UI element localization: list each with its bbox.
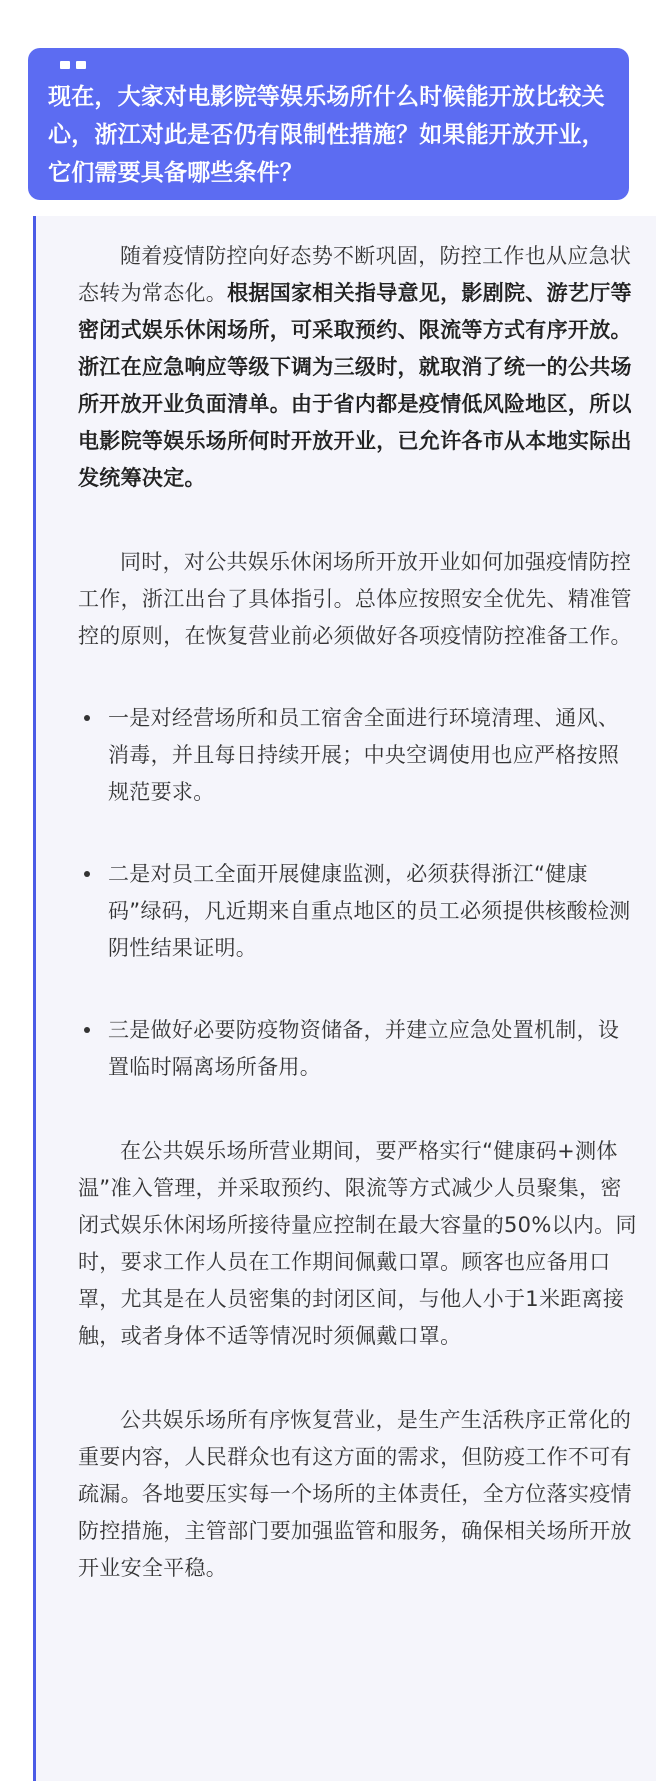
answer-paragraph-1 [78,238,637,497]
list-item: 二是对员工全面开展健康监测，必须获得浙江“健康码”绿码，凡近期来自重点地区的员工必须提供核酸检测阴性结果证明。 [78,856,637,967]
question-box [28,48,629,200]
answer-body [78,216,637,1587]
answer-panel [33,216,656,1781]
question-text: 现在，大家对电影院等娱乐场所什么时候能开放比较关心，浙江对此是否仍有限制性措施？如果能开放开业，它们需要具备哪些条件？ [48,84,605,186]
measures-list [78,700,637,1086]
paragraph-1-bold-text: 根据国家相关指导意见，影剧院、游艺厅等密闭式娱乐休闲场所，可采取预约、限流等方式有序开放。浙江在应急响应等级下调为三级时，就取消了统一的公共场所开放开业负面清单。由于省内都是疫情低风险地区，所以电影院等娱乐场所何时开放开业，已允许各市从本地实际出发统筹决定。 [78,281,632,490]
list-item: 一是对经营场所和员工宿舍全面进行环境清理、通风、消毒，并且每日持续开展；中央空调使用也应严格按照规范要求。 [78,700,637,811]
paragraph-1-normal-text: 随着疫情防控向好态势不断巩固，防控工作也从应急状态转为常态化。 [78,244,632,305]
bullet-dot-icon [84,1027,90,1033]
answer-paragraph-4: 公共娱乐场所有序恢复营业，是生产生活秩序正常化的重要内容，人民群众也有这方面的需求，但防疫工作不可有疏漏。各地要压实每一个场所的主体责任，全方位落实疫情防控措施，主管部门要加强监管和服务，确保相关场所开放开业安全平稳。 [78,1408,632,1580]
answer-paragraph-3: 在公共娱乐场所营业期间，要严格实行“健康码+测体温”准入管理，并采取预约、限流等方式减少人员聚集，密闭式娱乐休闲场所接待量应控制在最大容量的50%以内。同时，要求工作人员在工作期间佩戴口罩。顾客也应备用口罩，尤其是在人员密集的封闭区间，与他人小于1米距离接触，或者身体不适等情况时须佩戴口罩。 [78,1139,637,1348]
list-item: 三是做好必要防疫物资储备，并建立应急处置机制，设置临时隔离场所备用。 [78,1012,637,1086]
bullet-dot-icon [84,715,90,721]
answer-paragraph-2: 同时，对公共娱乐休闲场所开放开业如何加强疫情防控工作，浙江出台了具体指引。总体应按照安全优先、精准管控的原则，在恢复营业前必须做好各项疫情防控准备工作。 [78,550,632,648]
bullet-dot-icon [84,871,90,877]
quote-mark-icon [60,61,86,69]
